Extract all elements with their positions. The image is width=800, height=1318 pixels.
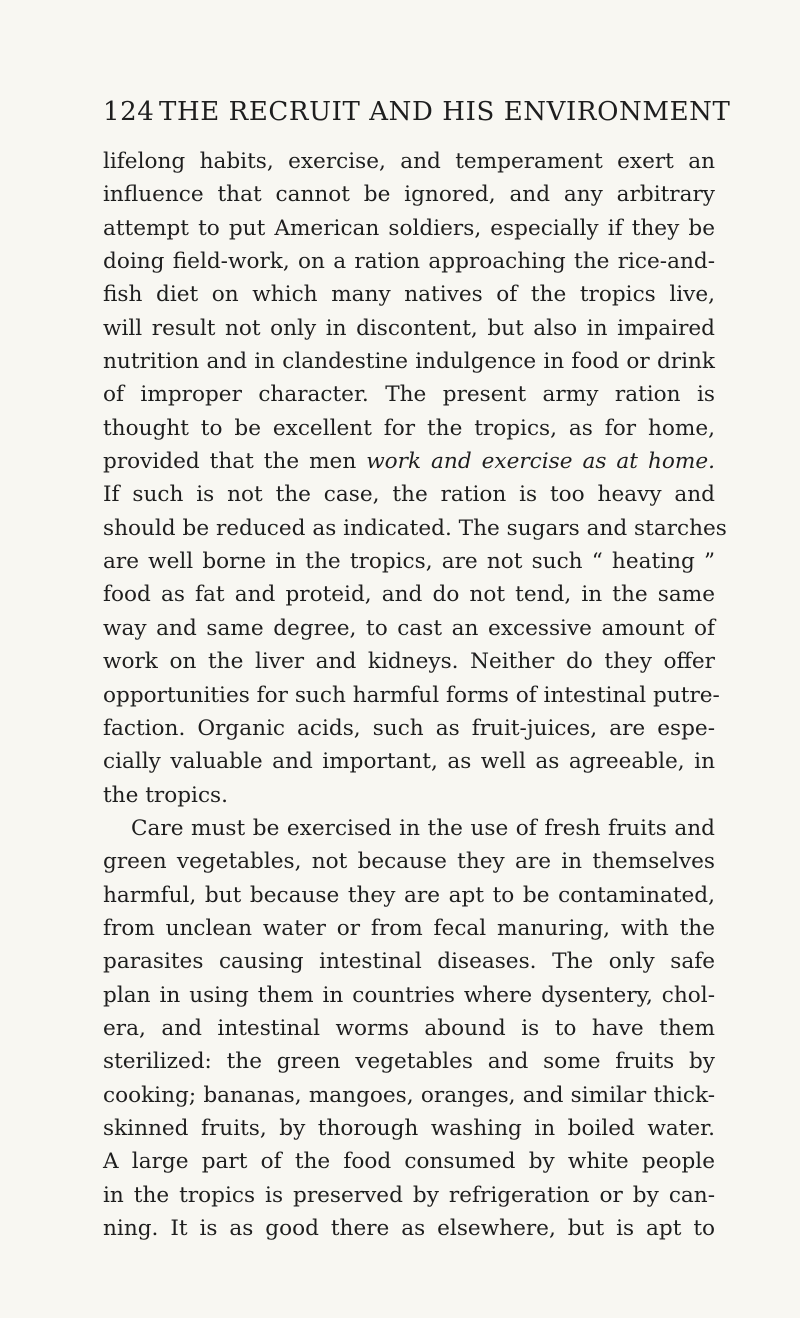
text-line: work on the liver and kidneys. Neither do they offer	[103, 649, 715, 675]
italic-emphasis: work and exercise as at home.	[366, 449, 715, 475]
text-line: A large part of the food consumed by white people	[103, 1149, 715, 1175]
text-line: green vegetables, not because they are in themselves	[103, 849, 715, 875]
text-line: lifelong habits, exercise, and temperament exert an	[103, 149, 715, 174]
text-line: from unclean water or from fecal manuring, with the	[103, 915, 715, 941]
text-line: doing field-work, on a ration approaching the rice-and-	[103, 249, 715, 275]
text-line: are well borne in the tropics, are not such “ heating ”	[103, 549, 715, 575]
text-line: cooking; bananas, mangoes, oranges, and similar thick-	[103, 1082, 715, 1108]
text-line: faction. Organic acids, such as fruit-juices, are espe-	[103, 715, 715, 741]
text-line: skinned fruits, by thorough washing in boiled water.	[103, 1115, 715, 1141]
text-line: cially valuable and important, as well as agreeable, in	[103, 749, 715, 775]
text-line: of improper character. The present army ration is	[103, 382, 715, 408]
running-title: THE RECRUIT AND HIS ENVIRONMENT	[159, 97, 731, 127]
page-number: 124	[103, 97, 155, 127]
text-line: sterilized: the green vegetables and some fruits by	[103, 1049, 715, 1075]
text-line: should be reduced as indicated. The sugars and starches	[103, 515, 727, 541]
text-line: way and same degree, to cast an excessive amount of	[103, 615, 715, 641]
text-line: in the tropics is preserved by refrigeration or by can-	[103, 1182, 715, 1208]
text-line: If such is not the case, the ration is too heavy and	[103, 482, 715, 508]
text-line: influence that cannot be ignored, and any arbitrary	[103, 182, 715, 208]
text-line: fish diet on which many natives of the tropics live,	[103, 282, 715, 308]
paragraph-end-line: the tropics.	[103, 782, 228, 808]
running-header	[103, 97, 731, 127]
text-line: harmful, but because they are apt to be contaminated,	[103, 882, 715, 908]
text-segment: provided that the men	[103, 449, 357, 475]
text-line: ning. It is as good there as elsewhere, but is apt to	[103, 1216, 715, 1241]
text-line: nutrition and in clandestine indulgence in food or drink	[103, 349, 715, 375]
text-line: era, and intestinal worms abound is to have them	[103, 1015, 715, 1041]
text-line: plan in using them in countries where dysentery, chol-	[103, 982, 715, 1008]
text-line: parasites causing intestinal diseases. The only safe	[103, 949, 715, 975]
text-line: attempt to put American soldiers, especially if they be	[103, 215, 715, 241]
text-line-with-italic	[103, 445, 715, 478]
text-line: will result not only in discontent, but also in impaired	[103, 315, 715, 341]
text-line: food as fat and proteid, and do not tend, in the same	[103, 582, 715, 608]
paragraph-start-line: Care must be exercised in the use of fresh fruits and	[131, 815, 715, 841]
text-line: opportunities for such harmful forms of intestinal putre-	[103, 682, 720, 708]
text-line: thought to be excellent for the tropics, as for home,	[103, 415, 715, 441]
body-text	[103, 145, 727, 1245]
